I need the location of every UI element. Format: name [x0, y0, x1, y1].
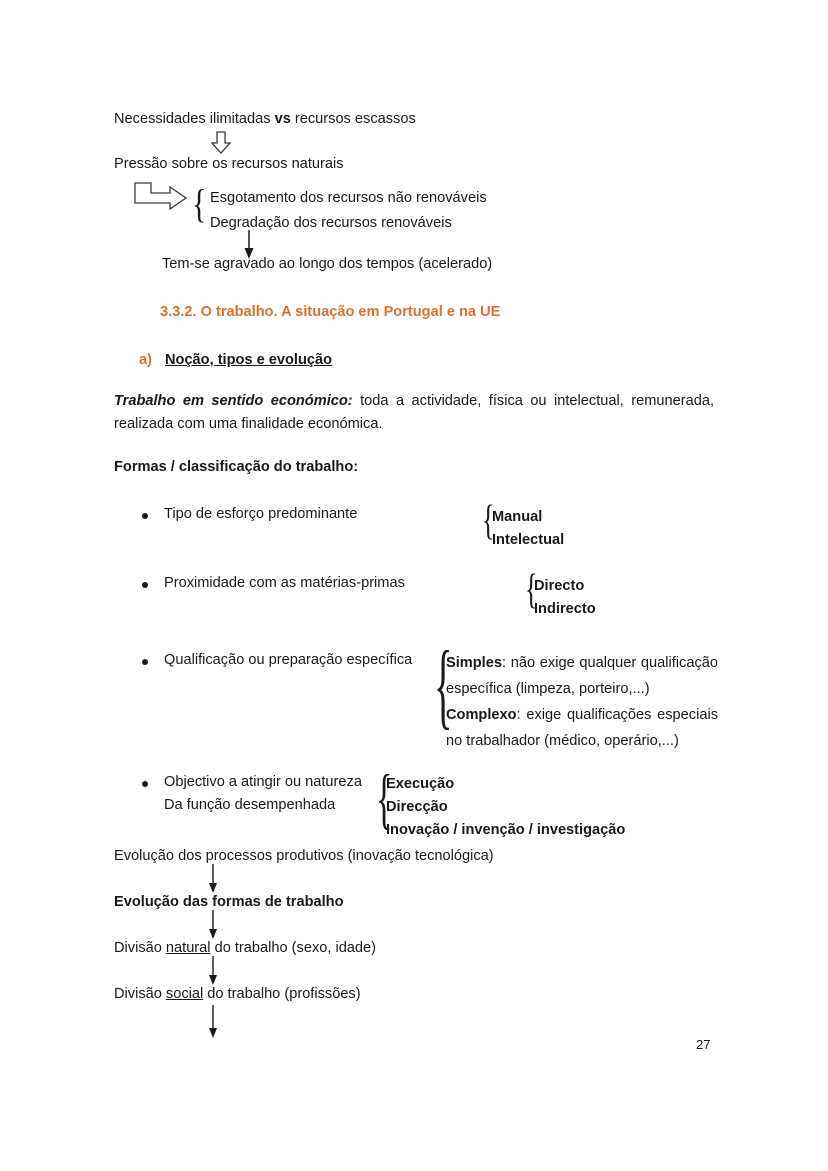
classification-options-4 — [386, 773, 625, 842]
option-simples-text: : não exige qualquer qualificação específica (limpeza, porteiro,...) — [446, 655, 718, 697]
evolution-step-3-keyword: natural — [165, 940, 211, 956]
subsection-marker: a) — [139, 352, 152, 368]
classification-label-1: Tipo de esforço predominante — [164, 506, 358, 522]
evolution-step-1: Evolução dos processos produtivos (inovação tecnológica) — [114, 848, 494, 864]
thin-down-arrow-icon-5 — [207, 1005, 219, 1044]
subsection-label: Noção, tipos e evolução — [164, 352, 333, 368]
option-directo: Directo — [534, 578, 585, 594]
definition-body: toda a actividade, física ou intelectual, remunerada, realizada com uma finalidade económica. — [114, 393, 714, 433]
page-number: 27 — [696, 1037, 711, 1052]
evolution-step-2: Evolução das formas de trabalho — [114, 894, 344, 910]
bullet-dot-icon — [142, 582, 148, 588]
option-simples — [446, 650, 718, 702]
classification-label-3: Qualificação ou preparação específica — [164, 652, 413, 668]
top-flow-line-1-pre: Necessidades ilimitadas — [114, 111, 275, 127]
option-complexo-text: : exige qualificações especiais no trabalhador (médico, operário,...) — [446, 707, 718, 749]
definition-term: Trabalho em sentido económico: — [114, 393, 353, 409]
evolution-step-3 — [114, 940, 376, 956]
definition-paragraph — [114, 390, 714, 436]
option-complexo-term: Complexo — [446, 707, 517, 723]
evolution-step-3-pre: Divisão — [114, 940, 166, 956]
evolution-step-4-pre: Divisão — [114, 986, 166, 1002]
option-execucao: Execução — [386, 776, 455, 792]
formas-heading: Formas / classificação do trabalho: — [114, 459, 359, 475]
evolution-step-4 — [114, 986, 361, 1002]
option-indirecto: Indirecto — [534, 601, 596, 617]
top-flow-diagram — [114, 112, 714, 292]
classification-options-2 — [534, 575, 596, 621]
top-flow-branch-2: Degradação dos recursos renováveis — [210, 215, 452, 231]
option-simples-term: Simples — [446, 655, 502, 671]
curly-brace-icon-1: { — [482, 498, 495, 544]
top-flow-branch-1: Esgotamento dos recursos não renováveis — [210, 190, 487, 206]
classification-label-4: Objectivo a atingir ou natureza — [164, 774, 362, 790]
bullet-dot-icon — [142, 513, 148, 519]
curly-brace-icon-4: { — [376, 760, 393, 836]
evolution-step-3-post: do trabalho (sexo, idade) — [210, 940, 377, 956]
evolution-step-4-post: do trabalho (profissões) — [203, 986, 361, 1002]
curly-brace-icon-resources: { — [192, 181, 207, 226]
top-flow-line-2: Pressão sobre os recursos naturais — [114, 156, 344, 172]
classification-label-4-line2: Da função desempenhada — [164, 797, 336, 813]
page-content — [114, 111, 718, 1002]
option-intelectual: Intelectual — [492, 532, 565, 548]
section-heading: 3.3.2. O trabalho. A situação em Portugal e na UE — [160, 304, 501, 320]
top-flow-line-1-post: recursos escassos — [290, 111, 416, 127]
bullet-dot-icon — [142, 659, 148, 665]
top-flow-line-1-vs: vs — [274, 111, 291, 127]
top-flow-line-1 — [114, 112, 416, 127]
top-flow-conclusion: Tem-se agravado ao longo dos tempos (acelerado) — [162, 256, 493, 272]
option-manual: Manual — [492, 509, 543, 525]
subsection-heading — [139, 352, 332, 368]
elbow-right-arrow-icon — [134, 182, 188, 219]
option-inovacao: Inovação / invenção / investigação — [386, 822, 626, 838]
curly-brace-icon-3: { — [434, 631, 453, 738]
evolution-step-4-keyword: social — [165, 986, 204, 1002]
classification-options-3 — [446, 650, 718, 754]
classification-label-2: Proximidade com as matérias-primas — [164, 575, 405, 591]
option-complexo — [446, 702, 718, 754]
classification-options-1 — [492, 506, 564, 552]
bullet-dot-icon — [142, 781, 148, 787]
curly-brace-icon-2: { — [525, 567, 538, 613]
option-direccao: Direcção — [386, 799, 448, 815]
